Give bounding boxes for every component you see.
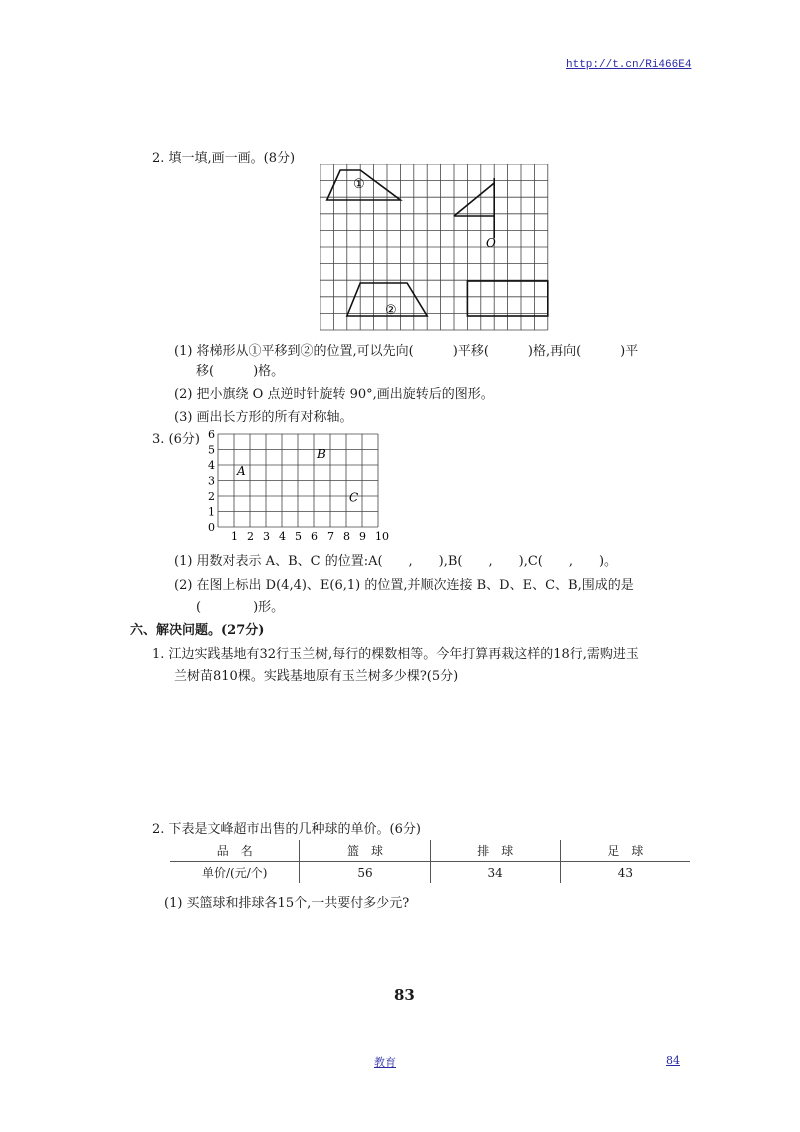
page-number: 83 xyxy=(394,986,415,1004)
footer-center-link[interactable]: 教育 xyxy=(374,1056,396,1069)
table-cell: 单价/(元/个) xyxy=(170,862,300,884)
table-header-cell: 品 名 xyxy=(170,840,300,862)
x-tick-label: 7 xyxy=(327,530,334,543)
y-tick-label: 1 xyxy=(208,505,215,519)
y-tick-label: 4 xyxy=(208,459,215,472)
y-tick-label: 3 xyxy=(208,474,215,488)
point-label-a: A xyxy=(237,464,246,479)
q3-grid-lines xyxy=(218,434,378,527)
section6-p2-intro: 2. 下表是文峰超市出售的几种球的单价。(6分) xyxy=(152,822,421,837)
x-tick-label: 6 xyxy=(311,530,318,543)
q2-sub3: (3) 画出长方形的所有对称轴。 xyxy=(174,410,353,425)
trapezoid-2-label: ② xyxy=(385,303,397,318)
price-table-row xyxy=(170,862,690,884)
section6-p2-sub1: (1) 买篮球和排球各15个,一共要付多少元? xyxy=(164,896,410,911)
table-cell: 43 xyxy=(617,865,634,880)
price-table-header-row xyxy=(170,840,690,862)
x-tick-label: 4 xyxy=(279,530,286,543)
q3-coordinate-grid xyxy=(200,425,390,545)
q3-title: 3. (6分) xyxy=(152,432,200,447)
table-cell: 34 xyxy=(430,862,560,884)
table-header-cell: 排 球 xyxy=(430,840,560,862)
flag-shape xyxy=(454,178,494,238)
q2-sub1-line2: 移( )格。 xyxy=(196,364,285,379)
y-tick-label: 6 xyxy=(208,428,215,441)
q2-grid-figure xyxy=(320,164,550,334)
y-tick-label: 5 xyxy=(208,443,215,457)
q3-sub2-line1: (2) 在图上标出 D(4,4)、E(6,1) 的位置,并顺次连接 B、D、E、C、B,围成的是 xyxy=(174,578,634,593)
x-tick-label: 2 xyxy=(247,530,254,543)
x-tick-label: 9 xyxy=(359,530,366,543)
trapezoid-1-label: ① xyxy=(353,177,365,192)
point-o-label: O xyxy=(486,236,496,250)
point-label-c: C xyxy=(349,490,359,505)
point-label-b: B xyxy=(317,447,326,462)
header-link[interactable]: http://t.cn/Ri466E4 xyxy=(566,59,692,71)
x-tick-label: 5 xyxy=(295,530,302,543)
table-cell: 56 xyxy=(300,862,430,884)
footer-right-link[interactable]: 84 xyxy=(666,1054,680,1067)
x-tick-label: 8 xyxy=(343,530,350,543)
q2-title: 2. 填一填,画一画。(8分) xyxy=(152,151,296,166)
y-tick-label: 0 xyxy=(208,521,215,534)
q3-x-ticks xyxy=(231,530,389,543)
section6-p1-line1: 1. 江边实践基地有32行玉兰树,每行的棵数相等。今年打算再栽这样的18行,需购进玉 xyxy=(152,647,639,662)
q3-sub1: (1) 用数对表示 A、B、C 的位置:A( , ),B( , ),C( , )。 xyxy=(174,554,618,569)
section6-p1-line2: 兰树苗810棵。实践基地原有玉兰树多少棵?(5分) xyxy=(174,669,459,684)
price-table xyxy=(170,840,690,883)
table-header-cell: 足 球 xyxy=(560,840,690,862)
y-tick-label: 2 xyxy=(208,490,215,503)
section6-title: 六、解决问题。(27分) xyxy=(130,623,265,638)
q3-y-ticks xyxy=(208,428,215,534)
q2-sub1-line1: (1) 将梯形从①平移到②的位置,可以先向( )平移( )格,再向( )平 xyxy=(174,344,639,359)
q3-sub2-line2: ( )形。 xyxy=(196,600,285,615)
q2-sub2: (2) 把小旗绕 O 点逆时针旋转 90°,画出旋转后的图形。 xyxy=(174,387,494,402)
x-tick-label: 10 xyxy=(375,530,389,543)
table-header-cell: 篮 球 xyxy=(300,840,430,862)
x-tick-label: 1 xyxy=(231,530,238,543)
x-tick-label: 3 xyxy=(263,530,270,543)
